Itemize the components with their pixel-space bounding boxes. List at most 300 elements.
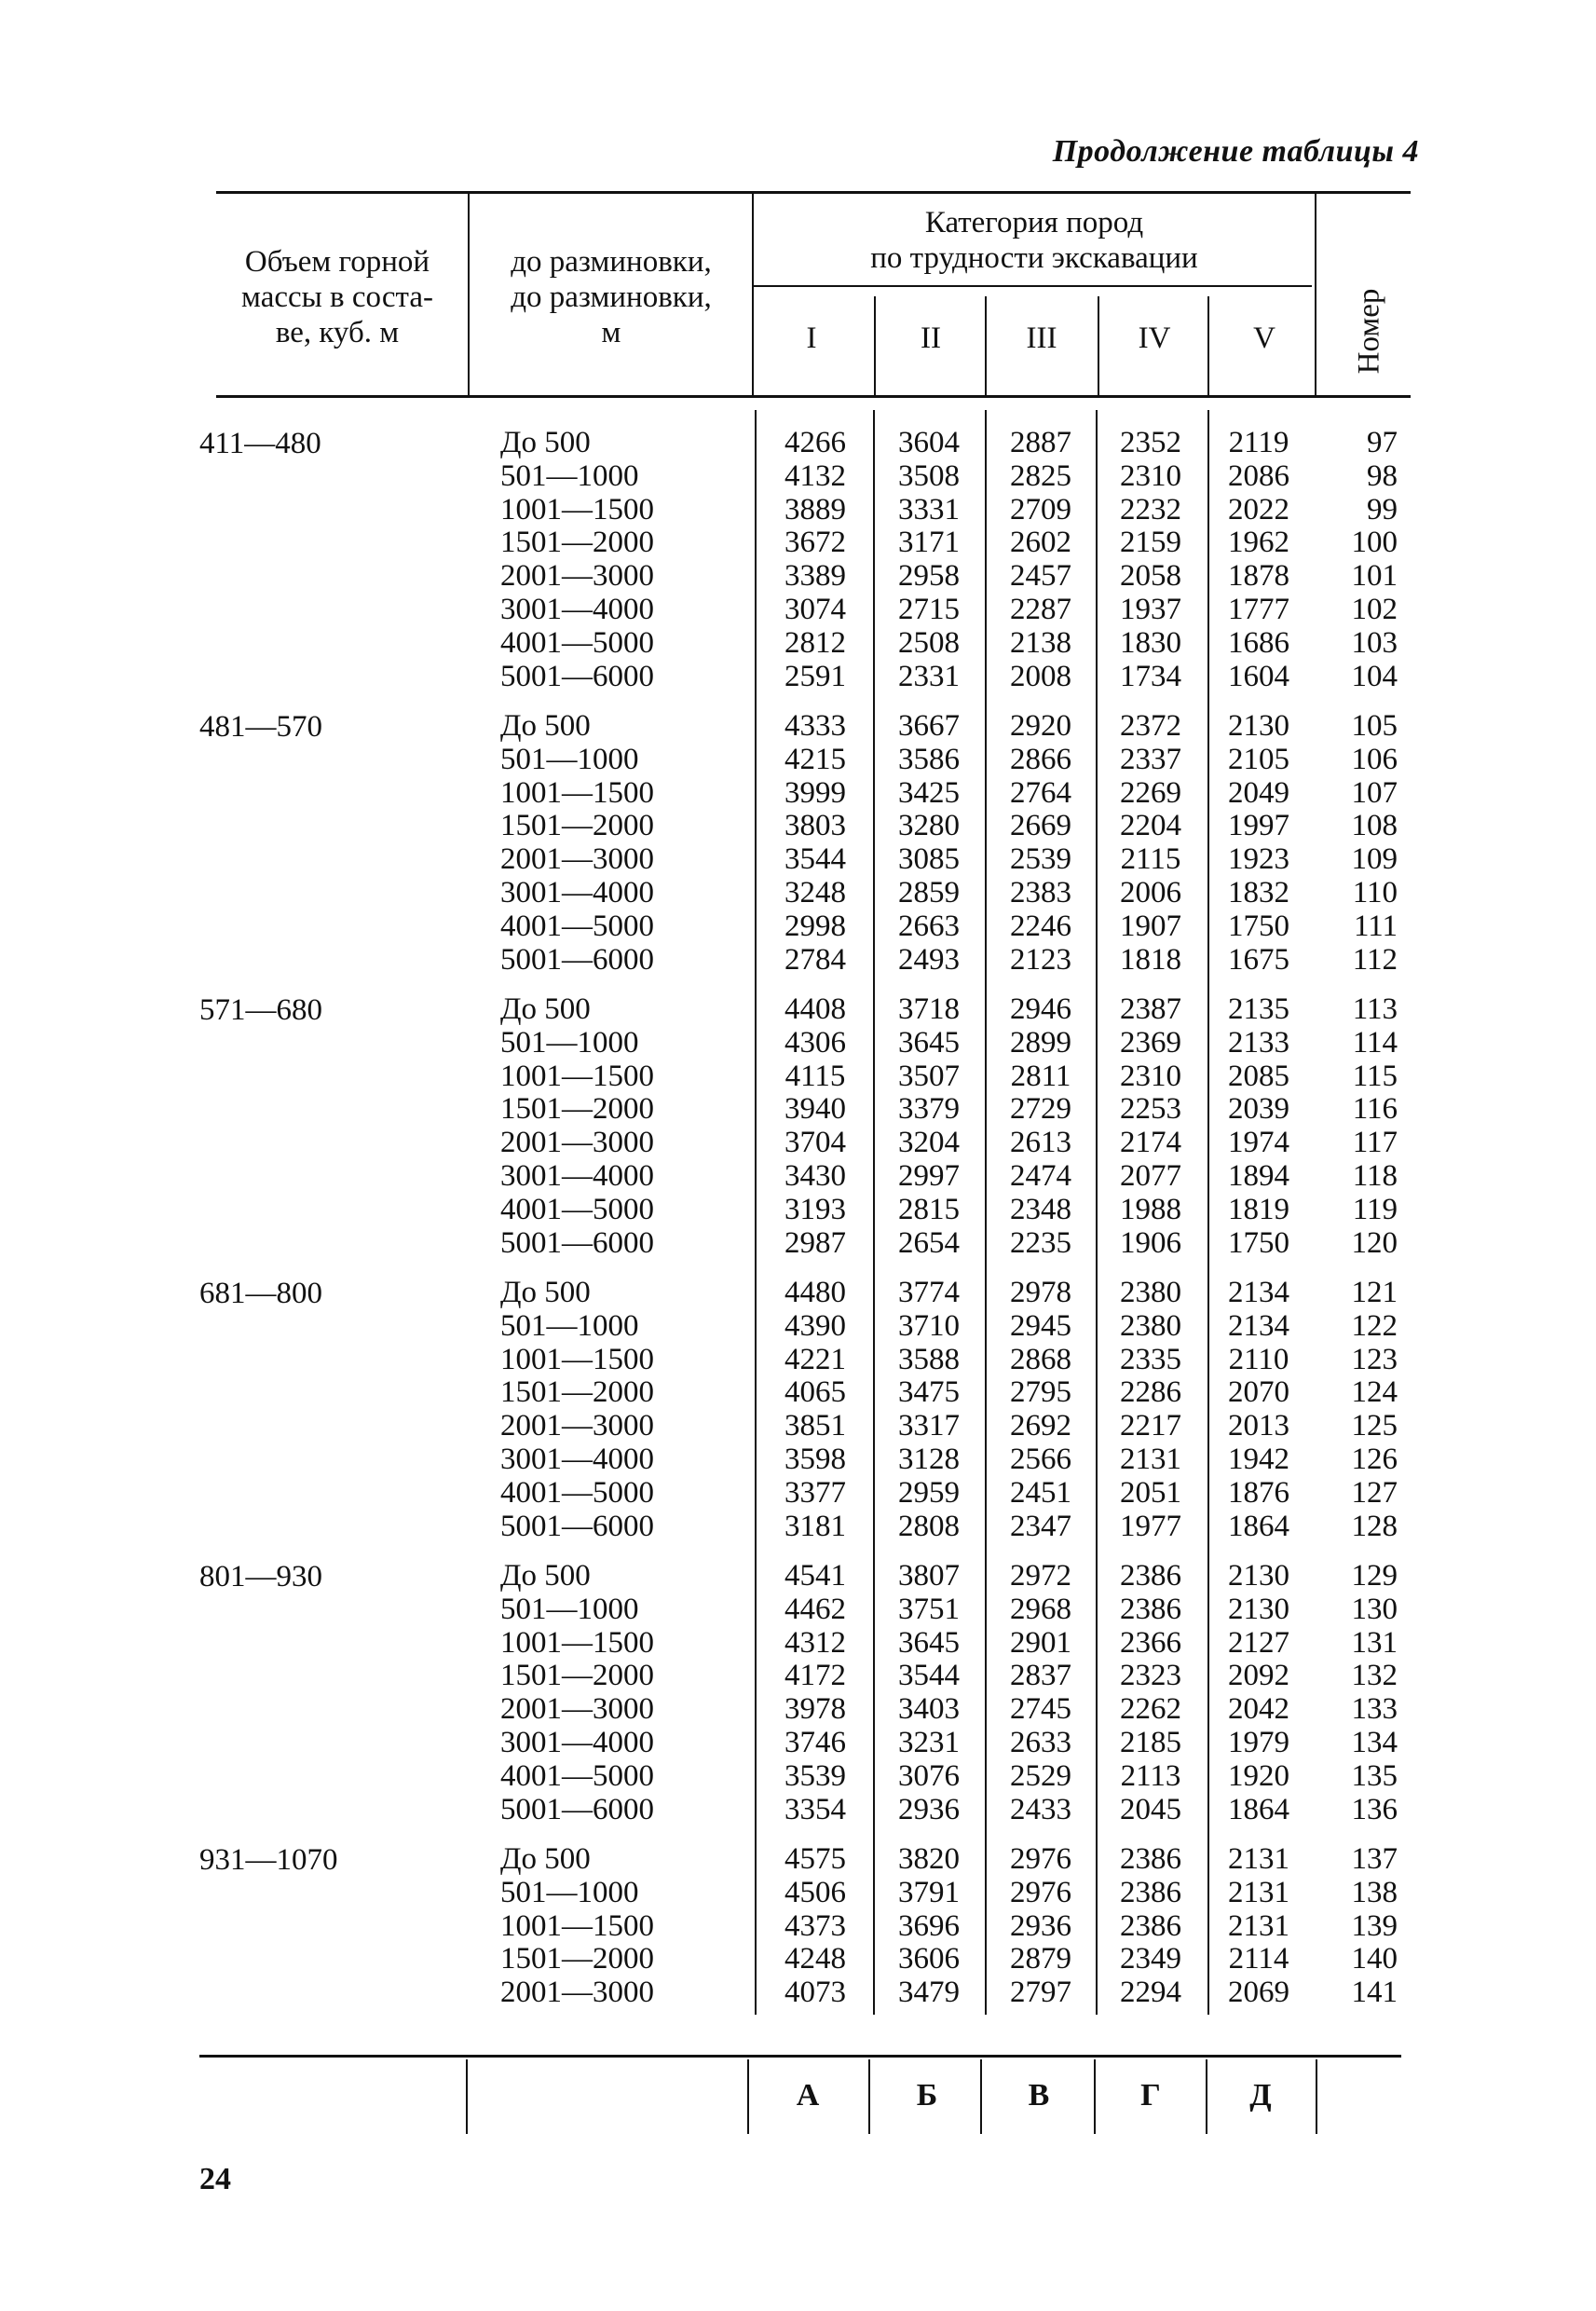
header-roman-3: III (1026, 321, 1057, 355)
category-1-column (764, 993, 866, 1260)
header-distance-line: до разминовки, (511, 245, 712, 279)
value-cell: 3672 (784, 526, 846, 560)
value-cell: 2134 (1228, 1308, 1289, 1343)
value-cell: 2262 (1120, 1692, 1181, 1727)
value-cell: 2110 (1228, 1342, 1289, 1376)
value-cell: 2692 (1010, 1409, 1071, 1443)
row-number-cell: 126 (1351, 1442, 1398, 1476)
category-2-column (878, 710, 980, 977)
value-cell: 2976 (1010, 1875, 1071, 1909)
category-1-column (764, 1560, 866, 1826)
value-cell: 2386 (1120, 1908, 1181, 1943)
value-cell: 1920 (1228, 1758, 1289, 1793)
value-cell: 4172 (784, 1659, 846, 1693)
depth-range: 5001—6000 (500, 659, 654, 693)
value-cell: 3710 (898, 1308, 960, 1343)
row-number-cell: 141 (1351, 1976, 1398, 2010)
depth-range: До 500 (500, 1276, 591, 1309)
value-cell: 2352 (1120, 426, 1181, 459)
row-number-cell: 101 (1351, 559, 1398, 594)
value-cell: 3544 (784, 842, 846, 877)
category-2-column (878, 1843, 980, 2010)
value-cell: 2174 (1120, 1126, 1181, 1160)
row-number-column (1314, 427, 1398, 693)
value-cell: 3507 (898, 1059, 960, 1093)
depth-range: 5001—6000 (500, 942, 654, 977)
value-cell: 2386 (1120, 1592, 1181, 1626)
category-2-column (878, 1277, 980, 1543)
group-volume: 481—570 (199, 710, 322, 744)
row-number-cell: 103 (1351, 625, 1398, 660)
value-cell: 1750 (1228, 1225, 1289, 1260)
value-cell: 2887 (1010, 426, 1071, 459)
value-cell: 3331 (898, 492, 960, 526)
row-number-cell: 105 (1351, 709, 1398, 743)
header-distance-line: до разминовки, (511, 280, 712, 314)
depth-range: 2001—3000 (500, 842, 654, 877)
value-cell: 3598 (784, 1442, 846, 1476)
value-cell: 2451 (1010, 1475, 1071, 1510)
category-4-column (1099, 993, 1202, 1260)
row-number-cell: 104 (1351, 659, 1398, 693)
value-cell: 4248 (784, 1942, 846, 1976)
header-bottom-rule (216, 395, 1411, 398)
depth-range: 2001—3000 (500, 1126, 654, 1160)
value-cell: 3508 (898, 458, 960, 493)
row-number-cell: 107 (1351, 775, 1398, 810)
value-cell: 2115 (1120, 842, 1181, 877)
value-cell: 2387 (1120, 992, 1181, 1026)
value-cell: 2866 (1010, 742, 1071, 776)
value-cell: 1997 (1228, 809, 1289, 843)
value-cell: 2138 (1010, 625, 1071, 660)
value-cell: 1734 (1120, 659, 1181, 693)
depth-range: 1501—2000 (500, 1375, 654, 1410)
value-cell: 2968 (1010, 1592, 1071, 1626)
value-cell: 2051 (1120, 1475, 1181, 1510)
row-number-cell: 137 (1351, 1842, 1398, 1876)
value-cell: 2386 (1120, 1842, 1181, 1876)
value-cell: 3193 (784, 1192, 846, 1226)
value-cell: 3791 (898, 1875, 960, 1909)
table-continuation-title: Продолжение таблицы 4 (1052, 134, 1419, 169)
row-number-cell: 114 (1352, 1025, 1398, 1060)
value-cell: 4221 (784, 1342, 846, 1376)
depth-range: 4001—5000 (500, 625, 654, 660)
value-cell: 4408 (784, 992, 846, 1026)
value-cell: 2269 (1120, 775, 1181, 810)
value-cell: 2159 (1120, 526, 1181, 560)
depth-range: 1501—2000 (500, 809, 654, 843)
row-number-cell: 124 (1351, 1375, 1398, 1410)
depth-range: 5001—6000 (500, 1225, 654, 1260)
value-cell: 3774 (898, 1276, 960, 1309)
value-cell: 2058 (1120, 559, 1181, 594)
value-cell: 2130 (1228, 1559, 1289, 1593)
category-3-column (989, 1277, 1092, 1543)
value-cell: 2042 (1228, 1692, 1289, 1727)
category-2-column (878, 993, 980, 1260)
header-roman-5: V (1253, 321, 1275, 355)
value-cell: 2131 (1120, 1442, 1181, 1476)
value-cell: 3544 (898, 1659, 960, 1693)
category-4-column (1099, 1843, 1202, 2010)
value-cell: 2105 (1228, 742, 1289, 776)
footer-divider (747, 2059, 749, 2134)
value-cell: 3718 (898, 992, 960, 1026)
category-3-column (989, 1843, 1092, 2010)
value-cell: 2920 (1010, 709, 1071, 743)
value-cell: 2349 (1120, 1942, 1181, 1976)
header-distance-line: м (601, 316, 621, 349)
depth-range: 501—1000 (500, 1592, 639, 1626)
value-cell: 4132 (784, 458, 846, 493)
value-cell: 3128 (898, 1442, 960, 1476)
value-cell: 2286 (1120, 1375, 1181, 1410)
footer-divider (868, 2059, 870, 2134)
value-cell: 2715 (898, 592, 960, 626)
category-1-column (764, 1843, 866, 2010)
row-number-cell: 139 (1351, 1908, 1398, 1943)
value-cell: 1907 (1120, 909, 1181, 943)
value-cell: 3696 (898, 1908, 960, 1943)
value-cell: 1818 (1120, 942, 1181, 977)
footer-letter-g: Г (1140, 2078, 1161, 2113)
group-depth-list (500, 427, 654, 693)
body-divider (1096, 410, 1098, 2015)
value-cell: 3704 (784, 1126, 846, 1160)
header-volume-line: массы в соста- (241, 280, 433, 314)
value-cell: 3475 (898, 1375, 960, 1410)
value-cell: 3171 (898, 526, 960, 560)
depth-range: 1001—1500 (500, 492, 654, 526)
value-cell: 2337 (1120, 742, 1181, 776)
header-number-text: Номер (1352, 288, 1386, 374)
value-cell: 2566 (1010, 1442, 1071, 1476)
footer-divider (1316, 2059, 1317, 2134)
depth-range: 2001—3000 (500, 559, 654, 594)
value-cell: 2386 (1120, 1559, 1181, 1593)
value-cell: 1876 (1228, 1475, 1289, 1510)
value-cell: 4390 (784, 1308, 846, 1343)
row-number-cell: 125 (1351, 1409, 1398, 1443)
value-cell: 2936 (1010, 1908, 1071, 1943)
value-cell: 3085 (898, 842, 960, 877)
depth-range: 2001—3000 (500, 1976, 654, 2010)
depth-range: 2001—3000 (500, 1409, 654, 1443)
value-cell: 4065 (784, 1375, 846, 1410)
value-cell: 3889 (784, 492, 846, 526)
value-cell: 2808 (898, 1509, 960, 1543)
value-cell: 2246 (1010, 909, 1071, 943)
row-number-cell: 136 (1351, 1792, 1398, 1826)
value-cell: 3479 (898, 1976, 960, 2010)
group-depth-list (500, 1277, 654, 1543)
value-cell: 2008 (1010, 659, 1071, 693)
value-cell: 4266 (784, 426, 846, 459)
value-cell: 2232 (1120, 492, 1181, 526)
row-number-cell: 119 (1352, 1192, 1398, 1226)
header-roman-4: IV (1138, 321, 1171, 355)
value-cell: 2045 (1120, 1792, 1181, 1826)
depth-range: 1001—1500 (500, 775, 654, 810)
category-1-column (764, 1277, 866, 1543)
value-cell: 3379 (898, 1092, 960, 1127)
category-5-column (1207, 1560, 1310, 1826)
value-cell: 2764 (1010, 775, 1071, 810)
depth-range: 1501—2000 (500, 1659, 654, 1693)
value-cell: 3231 (898, 1725, 960, 1759)
value-cell: 1878 (1228, 559, 1289, 594)
value-cell: 2217 (1120, 1409, 1181, 1443)
value-cell: 2958 (898, 559, 960, 594)
top-rule (216, 191, 1411, 194)
value-cell: 2287 (1010, 592, 1071, 626)
value-cell: 2204 (1120, 809, 1181, 843)
value-cell: 3076 (898, 1758, 960, 1793)
value-cell: 2331 (898, 659, 960, 693)
footer-letter-b: Б (916, 2078, 938, 2113)
value-cell: 3999 (784, 775, 846, 810)
value-cell: 3539 (784, 1758, 846, 1793)
value-cell: 2433 (1010, 1792, 1071, 1826)
row-number-cell: 121 (1351, 1276, 1398, 1309)
value-cell: 2539 (1010, 842, 1071, 877)
category-3-column (989, 993, 1092, 1260)
category-5-column (1207, 1277, 1310, 1543)
value-cell: 3667 (898, 709, 960, 743)
value-cell: 3430 (784, 1158, 846, 1193)
value-cell: 1864 (1228, 1509, 1289, 1543)
value-cell: 1906 (1120, 1225, 1181, 1260)
value-cell: 2386 (1120, 1875, 1181, 1909)
group-volume: 681—800 (199, 1277, 322, 1310)
value-cell: 2134 (1228, 1276, 1289, 1309)
row-number-cell: 108 (1351, 809, 1398, 843)
group-volume: 931—1070 (199, 1843, 338, 1877)
row-number-cell: 98 (1367, 458, 1398, 493)
value-cell: 2069 (1228, 1976, 1289, 2010)
value-cell: 2946 (1010, 992, 1071, 1026)
value-cell: 1832 (1228, 875, 1289, 909)
value-cell: 2113 (1120, 1758, 1181, 1793)
value-cell: 2899 (1010, 1025, 1071, 1060)
depth-range: 1001—1500 (500, 1059, 654, 1093)
row-number-cell: 127 (1351, 1475, 1398, 1510)
row-number-cell: 129 (1351, 1559, 1398, 1593)
row-number-cell: 111 (1353, 909, 1398, 943)
row-number-cell: 117 (1352, 1126, 1398, 1160)
category-3-column (989, 1560, 1092, 1826)
row-number-cell: 138 (1351, 1875, 1398, 1909)
value-cell: 2811 (1010, 1059, 1071, 1093)
header-roman-1: I (806, 321, 817, 355)
row-number-cell: 122 (1351, 1308, 1398, 1343)
value-cell: 3604 (898, 426, 960, 459)
header-divider (1315, 193, 1316, 395)
value-cell: 2745 (1010, 1692, 1071, 1727)
value-cell: 2729 (1010, 1092, 1071, 1127)
category-3-column (989, 427, 1092, 693)
value-cell: 2987 (784, 1225, 846, 1260)
depth-range: 501—1000 (500, 742, 639, 776)
value-cell: 2812 (784, 625, 846, 660)
row-number-cell: 99 (1367, 492, 1398, 526)
depth-range: 1001—1500 (500, 1908, 654, 1943)
value-cell: 2998 (784, 909, 846, 943)
row-number-cell: 134 (1351, 1725, 1398, 1759)
group-volume: 801—930 (199, 1560, 322, 1593)
value-cell: 4306 (784, 1025, 846, 1060)
category-4-column (1099, 1277, 1202, 1543)
value-cell: 3181 (784, 1509, 846, 1543)
row-number-cell: 130 (1351, 1592, 1398, 1626)
value-cell: 3751 (898, 1592, 960, 1626)
row-number-column (1314, 710, 1398, 977)
value-cell: 2945 (1010, 1308, 1071, 1343)
value-cell: 4541 (784, 1559, 846, 1593)
row-number-column (1314, 1560, 1398, 1826)
value-cell: 2085 (1228, 1059, 1289, 1093)
value-cell: 1923 (1228, 842, 1289, 877)
value-cell: 4215 (784, 742, 846, 776)
value-cell: 2879 (1010, 1942, 1071, 1976)
depth-range: 3001—4000 (500, 875, 654, 909)
value-cell: 2070 (1228, 1375, 1289, 1410)
category-rule (753, 285, 1312, 287)
value-cell: 2135 (1228, 992, 1289, 1026)
category-3-column (989, 710, 1092, 977)
value-cell: 2348 (1010, 1192, 1071, 1226)
value-cell: 1988 (1120, 1192, 1181, 1226)
value-cell: 3280 (898, 809, 960, 843)
value-cell: 2976 (1010, 1842, 1071, 1876)
value-cell: 2457 (1010, 559, 1071, 594)
value-cell: 1830 (1120, 625, 1181, 660)
value-cell: 4575 (784, 1842, 846, 1876)
value-cell: 3820 (898, 1842, 960, 1876)
value-cell: 3403 (898, 1692, 960, 1727)
value-cell: 2633 (1010, 1725, 1071, 1759)
group-depth-list (500, 993, 654, 1260)
value-cell: 3803 (784, 809, 846, 843)
value-cell: 2591 (784, 659, 846, 693)
category-4-column (1099, 1560, 1202, 1826)
value-cell: 1974 (1228, 1126, 1289, 1160)
value-cell: 2131 (1228, 1842, 1289, 1876)
group-volume: 411—480 (199, 427, 321, 460)
value-cell: 2127 (1228, 1625, 1289, 1660)
row-number-cell: 132 (1351, 1659, 1398, 1693)
value-cell: 2784 (784, 942, 846, 977)
row-number-cell: 110 (1352, 875, 1398, 909)
header-number (1342, 270, 1398, 391)
value-cell: 4462 (784, 1592, 846, 1626)
depth-range: 2001—3000 (500, 1692, 654, 1727)
value-cell: 3645 (898, 1025, 960, 1060)
page-number: 24 (199, 2162, 231, 2196)
value-cell: 2372 (1120, 709, 1181, 743)
depth-range: 4001—5000 (500, 909, 654, 943)
header-volume (207, 244, 468, 350)
value-cell: 2022 (1228, 492, 1289, 526)
row-number-cell: 140 (1351, 1942, 1398, 1976)
value-cell: 3746 (784, 1725, 846, 1759)
value-cell: 4312 (784, 1625, 846, 1660)
row-number-cell: 115 (1352, 1059, 1398, 1093)
category-4-column (1099, 710, 1202, 977)
value-cell: 3389 (784, 559, 846, 594)
category-5-column (1207, 710, 1310, 977)
footer-letter-v: В (1028, 2078, 1050, 2113)
value-cell: 1777 (1228, 592, 1289, 626)
value-cell: 3204 (898, 1126, 960, 1160)
category-5-column (1207, 993, 1310, 1260)
value-cell: 2380 (1120, 1276, 1181, 1309)
footer-letter-d: Д (1249, 2078, 1272, 2113)
header-volume-line: ве, куб. м (275, 316, 400, 349)
value-cell: 2997 (898, 1158, 960, 1193)
value-cell: 3248 (784, 875, 846, 909)
category-1-column (764, 710, 866, 977)
header-category-line: по трудности экскавации (870, 241, 1198, 275)
value-cell: 2901 (1010, 1625, 1071, 1660)
row-number-column (1314, 1277, 1398, 1543)
value-cell: 2825 (1010, 458, 1071, 493)
value-cell: 2669 (1010, 809, 1071, 843)
value-cell: 2978 (1010, 1276, 1071, 1309)
category-1-column (764, 427, 866, 693)
value-cell: 2972 (1010, 1559, 1071, 1593)
value-cell: 3354 (784, 1792, 846, 1826)
value-cell: 2654 (898, 1225, 960, 1260)
body-divider (873, 410, 875, 2015)
depth-range: 4001—5000 (500, 1475, 654, 1510)
header-category-line: Категория пород (924, 206, 1144, 239)
value-cell: 1750 (1228, 909, 1289, 943)
value-cell: 2663 (898, 909, 960, 943)
value-cell: 1864 (1228, 1792, 1289, 1826)
row-number-cell: 109 (1351, 842, 1398, 877)
depth-range: 5001—6000 (500, 1509, 654, 1543)
value-cell: 3425 (898, 775, 960, 810)
value-cell: 2936 (898, 1792, 960, 1826)
depth-range: До 500 (500, 426, 591, 459)
row-number-cell: 116 (1352, 1092, 1398, 1127)
value-cell: 3377 (784, 1475, 846, 1510)
category-2-column (878, 1560, 980, 1826)
value-cell: 1675 (1228, 942, 1289, 977)
value-cell: 4373 (784, 1908, 846, 1943)
value-cell: 3586 (898, 742, 960, 776)
value-cell: 2837 (1010, 1659, 1071, 1693)
depth-range: До 500 (500, 992, 591, 1026)
depth-range: 1501—2000 (500, 526, 654, 560)
depth-range: До 500 (500, 709, 591, 743)
value-cell: 2253 (1120, 1092, 1181, 1127)
value-cell: 2383 (1010, 875, 1071, 909)
category-5-column (1207, 1843, 1310, 2010)
value-cell: 2123 (1010, 942, 1071, 977)
value-cell: 2868 (1010, 1342, 1071, 1376)
footer-letter-a: А (796, 2078, 820, 2113)
value-cell: 1937 (1120, 592, 1181, 626)
value-cell: 2815 (898, 1192, 960, 1226)
row-number-cell: 118 (1352, 1158, 1398, 1193)
value-cell: 2366 (1120, 1625, 1181, 1660)
group-depth-list (500, 1843, 654, 2010)
row-number-cell: 133 (1351, 1692, 1398, 1727)
